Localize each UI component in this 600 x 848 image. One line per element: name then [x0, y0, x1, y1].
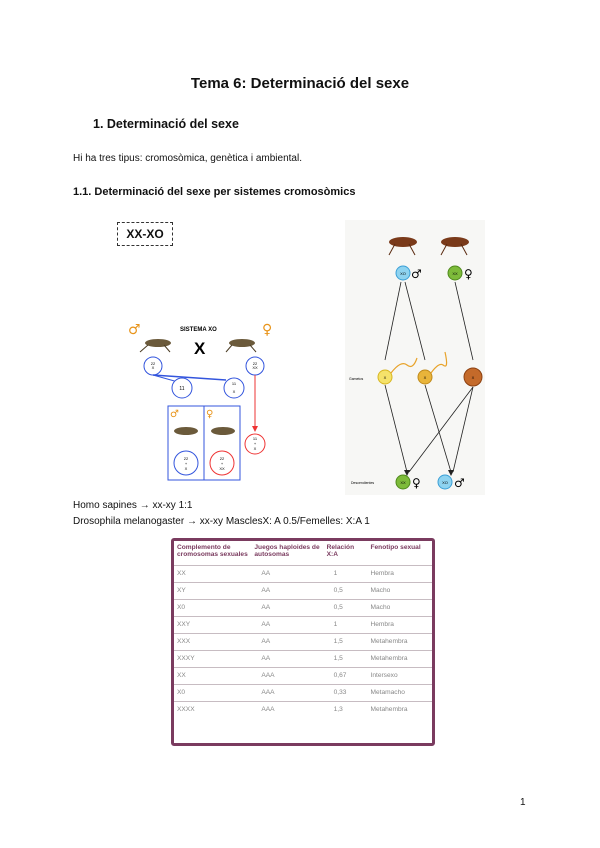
table-row — [174, 650, 432, 667]
xo-inheritance-diagram — [345, 220, 485, 495]
svg-text:XO: XO — [400, 271, 406, 276]
col-header: Fenotipo sexual — [370, 544, 421, 551]
table-row — [174, 565, 432, 582]
table-cell: XX — [174, 565, 251, 582]
svg-text:XO: XO — [442, 480, 448, 485]
table-cell: 0,5 — [324, 582, 368, 599]
svg-text:22: 22 — [219, 456, 225, 461]
svg-text:♀: ♀ — [412, 476, 421, 490]
gametes-label: Gametos — [349, 377, 364, 381]
table-cell: XY — [174, 582, 251, 599]
grasshopper-female-icon — [226, 339, 256, 352]
page-title: Tema 6: Determinació del sexe — [190, 75, 410, 92]
svg-text:+: + — [253, 441, 257, 446]
svg-text:+: + — [184, 461, 188, 466]
table-cell: Metahembra — [367, 650, 432, 667]
svg-text:X: X — [253, 446, 257, 451]
col-header: Relación X:A — [326, 544, 355, 558]
table-cell: AAA — [251, 684, 323, 701]
table-cell: XXY — [174, 616, 251, 633]
svg-text:XX: XX — [400, 480, 406, 485]
table-cell: Hembra — [367, 616, 432, 633]
table-cell: 0,33 — [324, 684, 368, 701]
table-cell: Metamacho — [367, 684, 432, 701]
table-cell: 1 — [324, 565, 368, 582]
table-cell: AA — [251, 616, 323, 633]
table-row — [174, 582, 432, 599]
svg-text:X: X — [184, 466, 188, 471]
svg-text:22: 22 — [252, 361, 258, 366]
table-cell: X0 — [174, 684, 251, 701]
table-cell: AA — [251, 582, 323, 599]
table-cell: XX — [174, 667, 251, 684]
table-row — [174, 599, 432, 616]
svg-text:22: 22 — [183, 456, 189, 461]
table-cell: XXXY — [174, 650, 251, 667]
svg-text:X: X — [471, 375, 475, 380]
table-cell: Macho — [367, 599, 432, 616]
table-row — [174, 616, 432, 633]
table-cell: XXX — [174, 633, 251, 650]
table-row — [174, 633, 432, 650]
xo-system-diagram — [120, 318, 280, 483]
intro-paragraph: Hi ha tres tipus: cromosòmica, genètica i ambiental. — [73, 153, 302, 164]
table-cell: AA — [251, 650, 323, 667]
svg-text:X: X — [423, 375, 427, 380]
sex-determination-table — [171, 538, 435, 746]
svg-text:11: 11 — [231, 381, 237, 386]
svg-text:X: X — [232, 389, 236, 394]
male-symbol-icon: ♂ — [128, 322, 141, 338]
table-cell: AA — [251, 565, 323, 582]
table-cell: 1,5 — [324, 633, 368, 650]
svg-text:XX: XX — [252, 365, 258, 370]
cross-symbol: X — [194, 339, 206, 358]
svg-text:+: + — [220, 461, 224, 466]
descendants-label: Descendientes — [351, 481, 375, 485]
table-cell: AA — [251, 633, 323, 650]
table-cell: AAA — [251, 667, 323, 684]
svg-text:X: X — [151, 365, 155, 370]
col-header: Complemento de cromosomas sexuales — [177, 544, 248, 558]
drosophila-line: Drosophila melanogaster → xx-xy MasclesX: A 0.5/Femelles: X:A 1 — [73, 516, 370, 527]
table-cell: 1 — [324, 616, 368, 633]
table-cell: AAA — [251, 701, 323, 718]
svg-text:♀: ♀ — [206, 409, 214, 420]
section-heading-1: 1. Determinació del sexe — [93, 117, 239, 131]
table-cell: 1,3 — [324, 701, 368, 718]
homo-sapiens-line: Homo sapines → xx-xy 1:1 — [73, 500, 193, 511]
table-cell: Hembra — [367, 565, 432, 582]
svg-text:11: 11 — [179, 386, 185, 392]
grasshopper-male-icon — [140, 339, 171, 352]
svg-text:X: X — [383, 375, 387, 380]
svg-text:XX: XX — [452, 271, 458, 276]
svg-text:22: 22 — [150, 361, 156, 366]
table-cell: XXXX — [174, 701, 251, 718]
table-row — [174, 701, 432, 718]
svg-text:♂: ♂ — [454, 476, 465, 490]
table-row — [174, 667, 432, 684]
table-row — [174, 684, 432, 701]
col-header: Juegos haploides de autosomas — [254, 544, 320, 558]
svg-text:11: 11 — [252, 436, 258, 441]
table-cell: Intersexo — [367, 667, 432, 684]
svg-text:♂: ♂ — [170, 409, 179, 420]
male-symbol-icon: ♂ — [411, 267, 422, 281]
page-number: 1 — [520, 797, 526, 808]
female-symbol-icon: ♀ — [262, 322, 273, 338]
table-cell: 1,5 — [324, 650, 368, 667]
table-cell: 0,67 — [324, 667, 368, 684]
section-heading-1-1: 1.1. Determinació del sexe per sistemes cromosòmics — [73, 186, 356, 198]
table-header-row — [174, 541, 432, 565]
table-cell: 0,5 — [324, 599, 368, 616]
table-cell: Macho — [367, 582, 432, 599]
table-cell: AA — [251, 599, 323, 616]
svg-text:XX: XX — [219, 466, 225, 471]
diagram-title: SISTEMA XO — [180, 327, 217, 333]
xx-xo-label: XX-XO — [117, 222, 173, 246]
table-cell: X0 — [174, 599, 251, 616]
table-cell: Metahembra — [367, 701, 432, 718]
female-symbol-icon: ♀ — [464, 267, 473, 281]
table-cell: Metahembra — [367, 633, 432, 650]
